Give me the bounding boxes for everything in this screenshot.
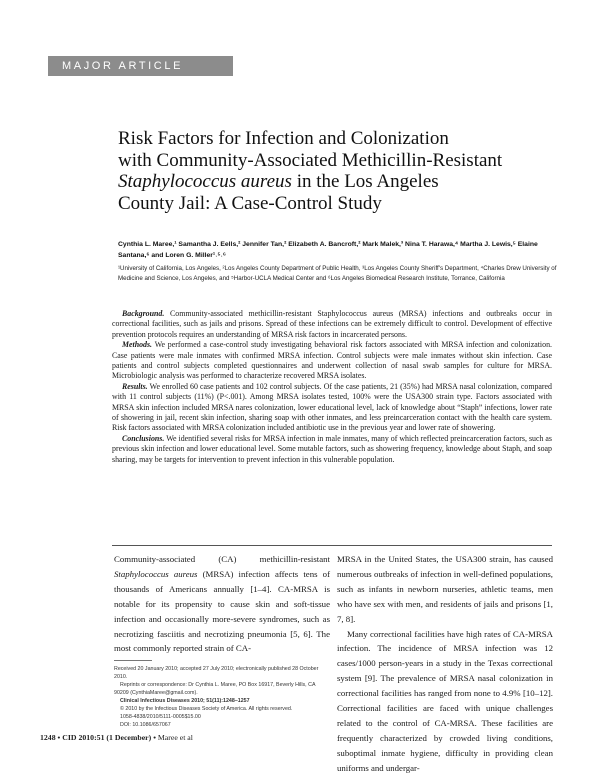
abstract-methods xyxy=(112,340,552,382)
results-text: We enrolled 60 case patients and 102 control subjects. Of the case patients, 21 (35%) had MRSA nasal colonization, compared with 11 control subjects (11%) (P<.001). Among MRSA isolates tested, 100% were the USA300 strain type. Factors associated with MRSA skin infection included MRSA nares colonization, lower educational level, lack of knowledge about “Staph” infections, lower rate of showering in jail, recent skin infection, sharing soap with other inmates, and less preincarceration contact with the health care system. Risk factors associated with MRSA colonization included antibiotic use in the previous year and lower rate of showering. xyxy=(112,381,552,433)
running-author: Maree et al xyxy=(157,733,193,742)
page-footer: 1248 • CID 2010:51 (1 December) • Maree et al xyxy=(40,733,193,742)
article-type-banner xyxy=(48,56,233,76)
background-text: Community-associated methicillin-resistant Staphylococcus aureus (MRSA) infections and outbreaks occur in correctional facilities, such as jails and prisons. Spread of these infections can be extremely difficult to control. Development of effective prevention protocols requires an understanding of MRSA risk factors in incarcerated persons. xyxy=(112,309,552,339)
author-list: Cynthia L. Maree,¹ Samantha J. Eells,² Jennifer Tan,² Elizabeth A. Bancroft,² Mark Malek,³ Nina T. Harawa,⁴ Martha J. Lewis,⁵ Elaine Santana,⁶ and Loren G. Miller¹˒⁵˒⁶ xyxy=(118,241,538,259)
article-title xyxy=(118,128,558,214)
footnote-divider xyxy=(114,660,152,661)
body-text: (MRSA) infection affects tens of thousands of Americans annually [1–4]. CA-MRSA is notable for its propensity to cause skin and soft-tissue infection and occasionally more-severe syndromes, such as necrotizing fasciitis and necrotizing pneumonia [5, 6]. The most commonly reported strain of CA- xyxy=(114,568,330,654)
body-column-right xyxy=(337,552,553,776)
results-label: Results. xyxy=(122,381,148,391)
abstract-conclusions xyxy=(112,434,552,465)
conclusions-label: Conclusions. xyxy=(122,433,165,443)
title-line-3-italic: Staphylococcus aureus xyxy=(118,171,292,192)
abstract-results xyxy=(112,382,552,434)
title-line-3-rest: in the Los Angeles xyxy=(291,171,439,192)
body-paragraph xyxy=(114,552,330,656)
copyright-note: © 2010 by the Infectious Diseases Society of America. All rights reserved. xyxy=(120,706,293,712)
journal-citation: Clinical Infectious Diseases 2010; 51(11):1248–1257 xyxy=(120,698,250,704)
footnotes xyxy=(114,665,330,729)
title-line-1: Risk Factors for Infection and Colonization xyxy=(118,128,449,149)
background-label: Background. xyxy=(122,309,165,318)
body-column-left xyxy=(114,552,330,656)
issn-note: 1058-4838/2010/5111-0005$15.00 xyxy=(120,714,201,720)
abstract-divider xyxy=(112,545,552,546)
body-text: Community-associated (CA) methicillin-resistant xyxy=(114,554,330,564)
reprints-note: Reprints or correspondence: Dr Cynthia L. Maree, PO Box 16917, Beverly Hills, CA 90209 (CynthiaMaree@gmail.com). xyxy=(114,682,316,696)
journal-issue: CID 2010:51 (1 December) xyxy=(62,733,152,742)
abstract xyxy=(112,309,552,465)
received-note: Received 20 January 2010; accepted 27 July 2010; electronically published 28 October 2010. xyxy=(114,666,319,680)
organism-name: Staphylococcus aureus xyxy=(114,568,198,579)
doi-note: DOI: 10.1086/657067 xyxy=(120,722,171,728)
body-paragraph: MRSA in the United States, the USA300 strain, has caused numerous outbreaks of infection in well-defined populations, such as infants in newborn nurseries, athletic teams, men who have sex with men, and residents of jails and prisons [1, 7, 8]. xyxy=(337,554,553,624)
methods-text: We performed a case-control study investigating behavioral risk factors associated with MRSA infection and colonization. Case patients were male inmates with confirmed MRSA infection. Control subjects were male inmates without skin infection. Case patients and control subjects completed questionnaires and underwent collection of nasal swab samples for culture for MRSA. Microbiologic analysis was performed to characterize recovered MRSA isolates. xyxy=(112,340,552,381)
page-number: 1248 xyxy=(40,733,56,742)
title-line-4: County Jail: A Case-Control Study xyxy=(118,192,382,214)
affiliations: ¹University of California, Los Angeles, ²Los Angeles County Department of Public Health, ³Los Angeles County Sheriff's Department, ⁴Charles Drew University of Medicine and Science, Los Angeles, and ⁵Harbor-UCLA Medical Center and ⁶Los Angeles Biomedical Research Institute, Torrance, California xyxy=(118,265,557,282)
title-line-2: with Community-Associated Methicillin-Resistant xyxy=(118,149,503,171)
methods-label: Methods. xyxy=(122,340,153,350)
conclusions-text: We identified several risks for MRSA infection in male inmates, many of which reflected preincarceration factors, such as previous skin infection and lower educational level. Some mutable factors, such as showering frequency, knowledge about Staph, and soap sharing, may be targets for intervention to prevent infection in this vulnerable population. xyxy=(112,433,552,464)
abstract-background xyxy=(112,309,552,340)
body-paragraph: Many correctional facilities have high rates of CA-MRSA infection. The incidence of MRSA infection was 12 cases/1000 person-years in a study in the Texas correctional system [9]. The prevalence of MRSA nasal colonization in correctional facilities has ranged from none to 4.9% [10–12]. Correctional facilities are faced with unique challenges related to the control of CA-MRSA. These facilities are frequently characterized by crowded living conditions, suboptimal inmate hygiene, difficulty in providing clean uniforms and undergar- xyxy=(337,628,553,773)
article-type-label: MAJOR ARTICLE xyxy=(62,60,184,72)
